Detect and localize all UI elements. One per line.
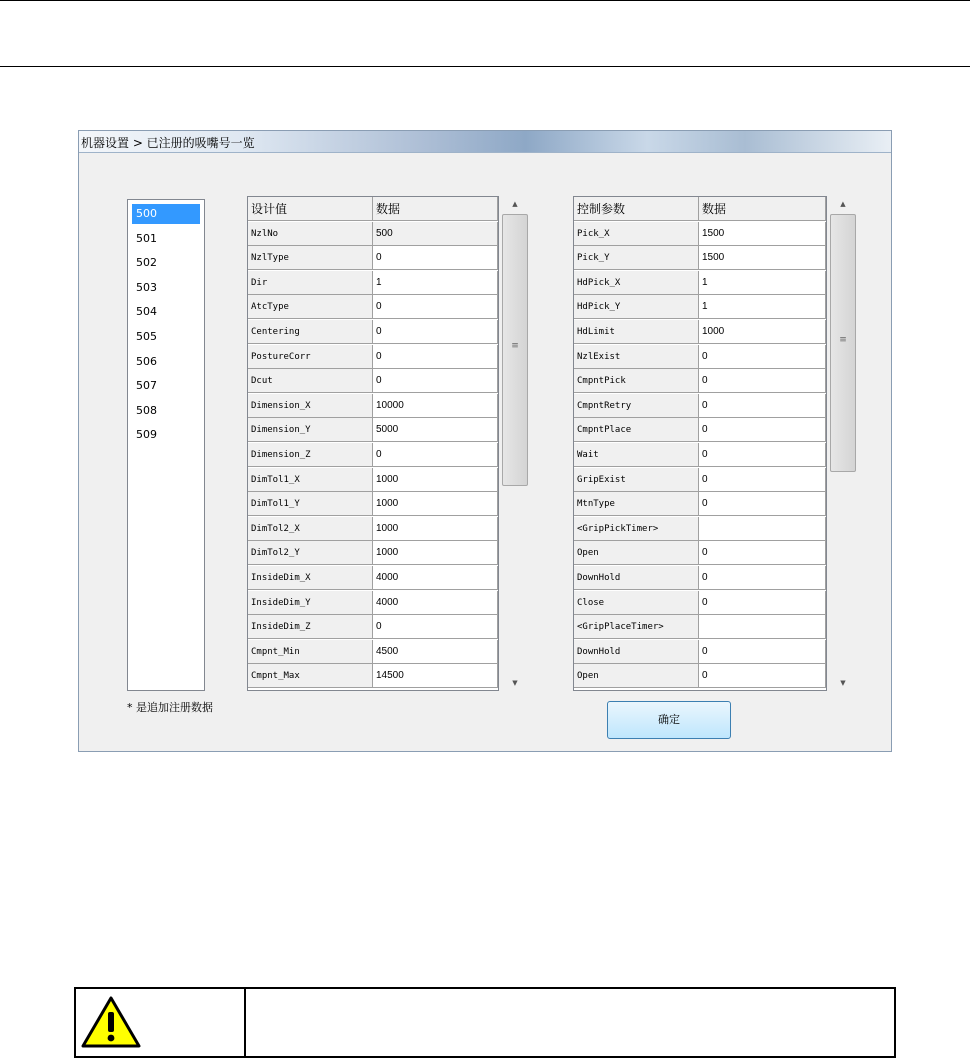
parameter-value-cell[interactable]: 0 [699, 345, 826, 369]
parameter-name-cell: HdPick_X [574, 271, 699, 295]
parameter-value-cell[interactable]: 0 [699, 492, 826, 516]
table-row[interactable] [248, 320, 498, 344]
table-row[interactable] [248, 443, 498, 467]
parameter-name-cell: DownHold [574, 640, 699, 664]
parameter-name-cell: HdLimit [574, 320, 699, 344]
parameter-name-cell: Close [574, 591, 699, 615]
table-row[interactable] [574, 468, 826, 492]
parameter-value-cell[interactable]: 1500 [699, 246, 826, 270]
table-row[interactable] [574, 566, 826, 590]
nozzle-list-item[interactable]: 509 [136, 428, 157, 442]
page-header-rule [0, 66, 970, 67]
parameter-name-cell: InsideDim_X [248, 566, 373, 590]
parameter-value-cell[interactable]: 0 [699, 566, 826, 590]
parameter-name-cell: DimTol1_X [248, 468, 373, 492]
table-row[interactable] [574, 640, 826, 664]
nozzle-list-item[interactable]: 508 [136, 403, 157, 417]
parameter-name-cell: DownHold [574, 566, 699, 590]
parameter-value-cell[interactable]: 10000 [373, 394, 498, 418]
parameter-value-cell[interactable]: 1 [373, 271, 498, 295]
warning-triangle-icon [80, 995, 142, 1049]
parameter-name-cell: Open [574, 664, 699, 688]
parameter-value-cell[interactable]: 0 [373, 345, 498, 369]
warning-divider [244, 989, 246, 1056]
nozzle-list-item[interactable]: 503 [136, 280, 157, 294]
table-row[interactable] [574, 295, 826, 319]
warning-box [74, 987, 896, 1058]
parameter-name-cell: Pick_Y [574, 246, 699, 270]
table-row[interactable] [574, 320, 826, 344]
parameter-name-cell: DimTol2_Y [248, 541, 373, 565]
table-row[interactable] [248, 640, 498, 664]
parameter-value-cell[interactable]: 0 [373, 615, 498, 639]
parameter-name-cell: NzlNo [248, 222, 373, 246]
parameter-name-cell: AtcType [248, 295, 373, 319]
table-row[interactable] [248, 468, 498, 492]
parameter-name-cell: InsideDim_Y [248, 591, 373, 615]
table-row[interactable] [574, 222, 826, 246]
parameter-value-cell[interactable]: 0 [373, 246, 498, 270]
table-row[interactable] [248, 492, 498, 516]
parameter-value-cell[interactable]: 0 [699, 443, 826, 467]
table-row[interactable] [574, 345, 826, 369]
table-row[interactable] [574, 591, 826, 615]
table-row[interactable] [574, 492, 826, 516]
nozzle-list-item[interactable]: 507 [136, 379, 157, 393]
table-row[interactable] [248, 541, 498, 565]
table-row[interactable] [574, 369, 826, 393]
table-row[interactable] [248, 418, 498, 442]
table-row[interactable] [248, 369, 498, 393]
scroll-down-icon[interactable]: ▼ [840, 679, 846, 687]
parameter-name-cell: Dimension_Z [248, 443, 373, 467]
parameter-name-cell: CmpntPlace [574, 418, 699, 442]
nozzle-registry-window [78, 130, 892, 752]
parameter-name-cell: HdPick_Y [574, 295, 699, 319]
parameter-value-cell[interactable]: 4500 [373, 640, 498, 664]
parameter-value-cell[interactable]: 0 [373, 320, 498, 344]
control-parameter-table[interactable] [573, 196, 827, 691]
column-header-name: 设计值 [248, 197, 373, 221]
parameter-value-cell[interactable]: 1000 [373, 492, 498, 516]
table-row[interactable] [574, 615, 826, 639]
parameter-name-cell: DimTol1_Y [248, 492, 373, 516]
parameter-value-cell[interactable]: 0 [699, 541, 826, 565]
nozzle-list-item[interactable]: 500 [132, 204, 200, 224]
table-row[interactable] [248, 246, 498, 270]
parameter-value-cell[interactable]: 1000 [373, 517, 498, 541]
parameter-value-cell[interactable]: 0 [373, 369, 498, 393]
nozzle-list-item[interactable]: 501 [136, 231, 157, 245]
parameter-value-cell[interactable]: 0 [699, 640, 826, 664]
scroll-up-icon[interactable]: ▲ [840, 200, 846, 208]
table-row[interactable] [574, 394, 826, 418]
scrollbar-thumb[interactable] [502, 214, 528, 486]
table-header-row [248, 197, 498, 221]
parameter-name-cell: <GripPickTimer> [574, 517, 699, 541]
parameter-name-cell: Dimension_X [248, 394, 373, 418]
parameter-value-cell[interactable]: 0 [699, 591, 826, 615]
table-row[interactable] [574, 443, 826, 467]
control-table-scrollbar[interactable] [829, 196, 857, 691]
table-header-row [574, 197, 826, 221]
table-row[interactable] [248, 222, 498, 246]
parameter-name-cell: Pick_X [574, 222, 699, 246]
column-header-data: 数据 [699, 197, 826, 221]
parameter-name-cell: Cmpnt_Min [248, 640, 373, 664]
parameter-name-cell: PostureCorr [248, 345, 373, 369]
parameter-name-cell: CmpntPick [574, 369, 699, 393]
parameter-value-cell[interactable]: 1 [699, 295, 826, 319]
table-row[interactable] [248, 566, 498, 590]
column-header-name: 控制参数 [574, 197, 699, 221]
parameter-name-cell: Dir [248, 271, 373, 295]
table-row[interactable] [248, 345, 498, 369]
parameter-name-cell: NzlType [248, 246, 373, 270]
grip-icon: ≡ [511, 341, 519, 351]
column-header-data: 数据 [373, 197, 498, 221]
parameter-value-cell[interactable] [699, 615, 826, 639]
parameter-value-cell[interactable]: 1000 [699, 320, 826, 344]
table-row[interactable] [574, 271, 826, 295]
ok-button[interactable]: 确定 [607, 701, 731, 739]
parameter-value-cell[interactable]: 0 [373, 295, 498, 319]
scroll-up-icon[interactable]: ▲ [512, 200, 518, 208]
table-row[interactable] [248, 591, 498, 615]
parameter-value-cell[interactable]: 1 [699, 271, 826, 295]
parameter-value-cell[interactable]: 0 [699, 369, 826, 393]
table-row[interactable] [248, 517, 498, 541]
parameter-name-cell: GripExist [574, 468, 699, 492]
table-row[interactable] [574, 418, 826, 442]
table-row[interactable] [248, 271, 498, 295]
parameter-name-cell: Centering [248, 320, 373, 344]
table-row[interactable] [248, 394, 498, 418]
table-row[interactable] [574, 664, 826, 688]
parameter-name-cell: Wait [574, 443, 699, 467]
parameter-value-cell[interactable]: 1000 [373, 468, 498, 492]
table-row[interactable] [574, 517, 826, 541]
page-top-rule [0, 0, 970, 1]
parameter-name-cell: <GripPlaceTimer> [574, 615, 699, 639]
grip-icon: ≡ [839, 335, 847, 345]
parameter-name-cell: Open [574, 541, 699, 565]
parameter-name-cell: NzlExist [574, 345, 699, 369]
parameter-name-cell: MtnType [574, 492, 699, 516]
parameter-value-cell[interactable]: 500 [373, 222, 498, 246]
design-table-scrollbar[interactable] [501, 196, 529, 691]
parameter-name-cell: InsideDim_Z [248, 615, 373, 639]
parameter-value-cell[interactable]: 0 [699, 664, 826, 688]
nozzle-number-list[interactable] [127, 199, 205, 691]
breadcrumb: 机器设置 > 已注册的吸嘴号一览 [81, 136, 255, 150]
table-row[interactable] [248, 615, 498, 639]
parameter-name-cell: Cmpnt_Max [248, 664, 373, 688]
table-row[interactable] [574, 541, 826, 565]
parameter-name-cell: Dcut [248, 369, 373, 393]
parameter-name-cell: DimTol2_X [248, 517, 373, 541]
table-row[interactable] [248, 664, 498, 688]
table-row[interactable] [574, 246, 826, 270]
parameter-value-cell[interactable] [699, 517, 826, 541]
window-titlebar [79, 131, 891, 153]
parameter-value-cell[interactable]: 0 [699, 418, 826, 442]
nozzle-list-item[interactable]: 502 [136, 256, 157, 270]
nozzle-list-item[interactable]: 505 [136, 330, 157, 343]
scroll-down-icon[interactable]: ▼ [512, 679, 518, 687]
parameter-value-cell[interactable]: 0 [699, 394, 826, 418]
parameter-value-cell[interactable]: 1000 [373, 541, 498, 565]
parameter-value-cell[interactable]: 4000 [373, 591, 498, 615]
parameter-value-cell[interactable]: 0 [373, 443, 498, 467]
nozzle-list-item[interactable]: 506 [136, 354, 157, 368]
parameter-value-cell[interactable]: 14500 [373, 664, 498, 688]
nozzle-list-item[interactable]: 504 [136, 305, 157, 319]
parameter-name-cell: Dimension_Y [248, 418, 373, 442]
table-row[interactable] [248, 295, 498, 319]
parameter-value-cell[interactable]: 4000 [373, 566, 498, 590]
parameter-value-cell[interactable]: 1500 [699, 222, 826, 246]
scrollbar-thumb[interactable] [830, 214, 856, 472]
footnote: * 是追加注册数据 [127, 701, 213, 714]
parameter-name-cell: CmpntRetry [574, 394, 699, 418]
parameter-value-cell[interactable]: 0 [699, 468, 826, 492]
design-value-table[interactable] [247, 196, 499, 691]
parameter-value-cell[interactable]: 5000 [373, 418, 498, 442]
